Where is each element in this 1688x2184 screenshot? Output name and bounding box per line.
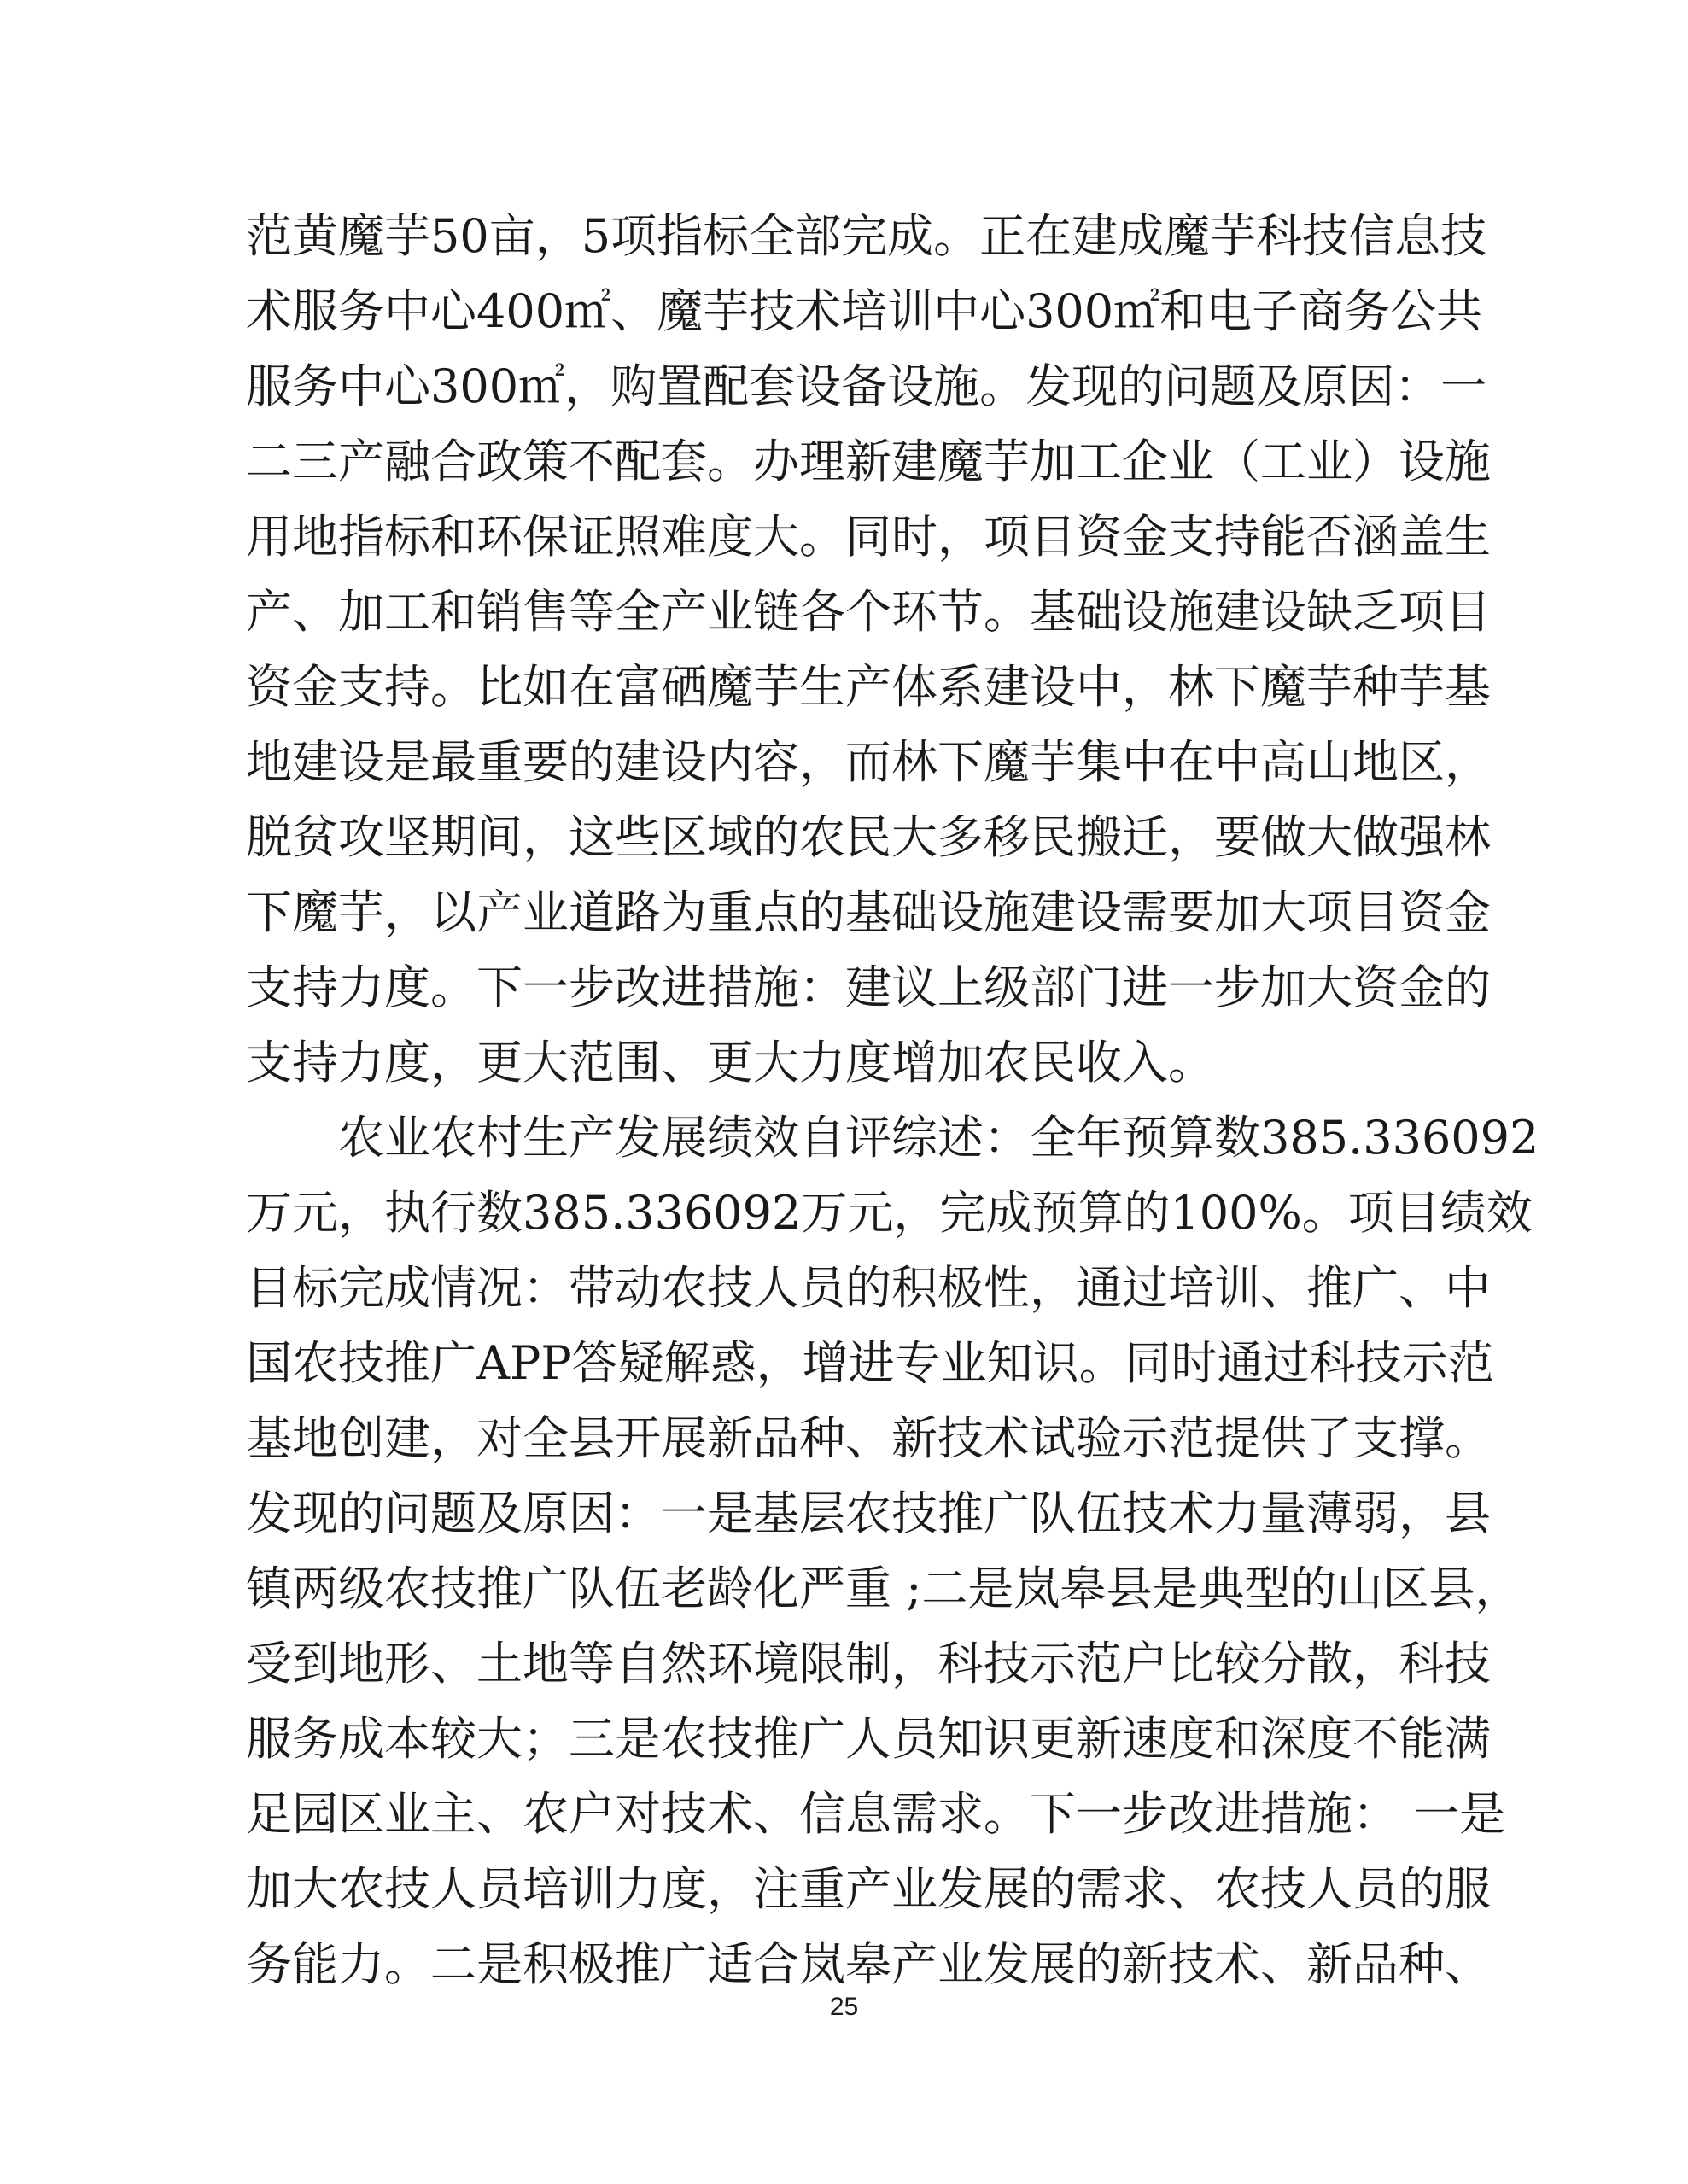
- text-line: 服务中心300㎡，购置配套设备设施。发现的问题及原因：一: [246, 359, 1487, 413]
- text-line: 足园区业主、农户对技术、信息需求。下一步改进措施： 一是: [246, 1787, 1506, 1841]
- text-line: 范黄魔芋50亩，5项指标全部完成。正在建成魔芋科技信息技: [246, 209, 1487, 263]
- text-line: 务能力。二是积极推广适合岚皋产业发展的新技术、新品种、: [246, 1937, 1491, 1991]
- page-number: 25: [829, 1993, 859, 2021]
- text-line: 目标完成情况：带动农技人员的积极性，通过培训、推广、中: [246, 1261, 1491, 1315]
- text-line: 万元，执行数385.336092万元，完成预算的100%。项目绩效: [246, 1186, 1533, 1240]
- text-line: 术服务中心400㎡、魔芋技术培训中心300㎡和电子商务公共: [246, 284, 1483, 338]
- text-line: 脱贫攻坚期间，这些区域的农民大多移民搬迁，要做大做强林: [246, 810, 1491, 864]
- text-line: 资金支持。比如在富硒魔芋生产体系建设中，林下魔芋种芋基: [246, 660, 1491, 714]
- text-line: 农业农村生产发展绩效自评综述：全年预算数385.336092: [338, 1111, 1539, 1165]
- text-line: 受到地形、土地等自然环境限制，科技示范户比较分散，科技: [246, 1637, 1491, 1691]
- text-line: 地建设是最重要的建设内容，而林下魔芋集中在中高山地区，: [246, 735, 1491, 789]
- text-line: 基地创建，对全县开展新品种、新技术试验示范提供了支撑。: [246, 1411, 1491, 1465]
- text-line: 国农技推广APP答疑解惑，增进专业知识。同时通过科技示范: [246, 1336, 1494, 1390]
- text-line: 发现的问题及原因：一是基层农技推广队伍技术力量薄弱，县: [246, 1486, 1491, 1540]
- text-line: 镇两级农技推广队伍老龄化严重 ;二是岚皋县是典型的山区县，: [246, 1562, 1522, 1615]
- text-line: 下魔芋，以产业道路为重点的基础设施建设需要加大项目资金: [246, 885, 1491, 939]
- text-line: 产、加工和销售等全产业链各个环节。基础设施建设缺乏项目: [246, 585, 1491, 639]
- text-line: 二三产融合政策不配套。办理新建魔芋加工企业（工业）设施: [246, 435, 1491, 488]
- text-line: 支持力度，更大范围、更大力度增加农民收入。: [246, 1036, 1214, 1089]
- text-line: 服务成本较大；三是农技推广人员知识更新速度和深度不能满: [246, 1712, 1491, 1766]
- text-line: 用地指标和环保证照难度大。同时，项目资金支持能否涵盖生: [246, 510, 1491, 564]
- text-line: 支持力度。下一步改进措施：建议上级部门进一步加大资金的: [246, 961, 1491, 1014]
- text-line: 加大农技人员培训力度，注重产业发展的需求、农技人员的服: [246, 1862, 1491, 1916]
